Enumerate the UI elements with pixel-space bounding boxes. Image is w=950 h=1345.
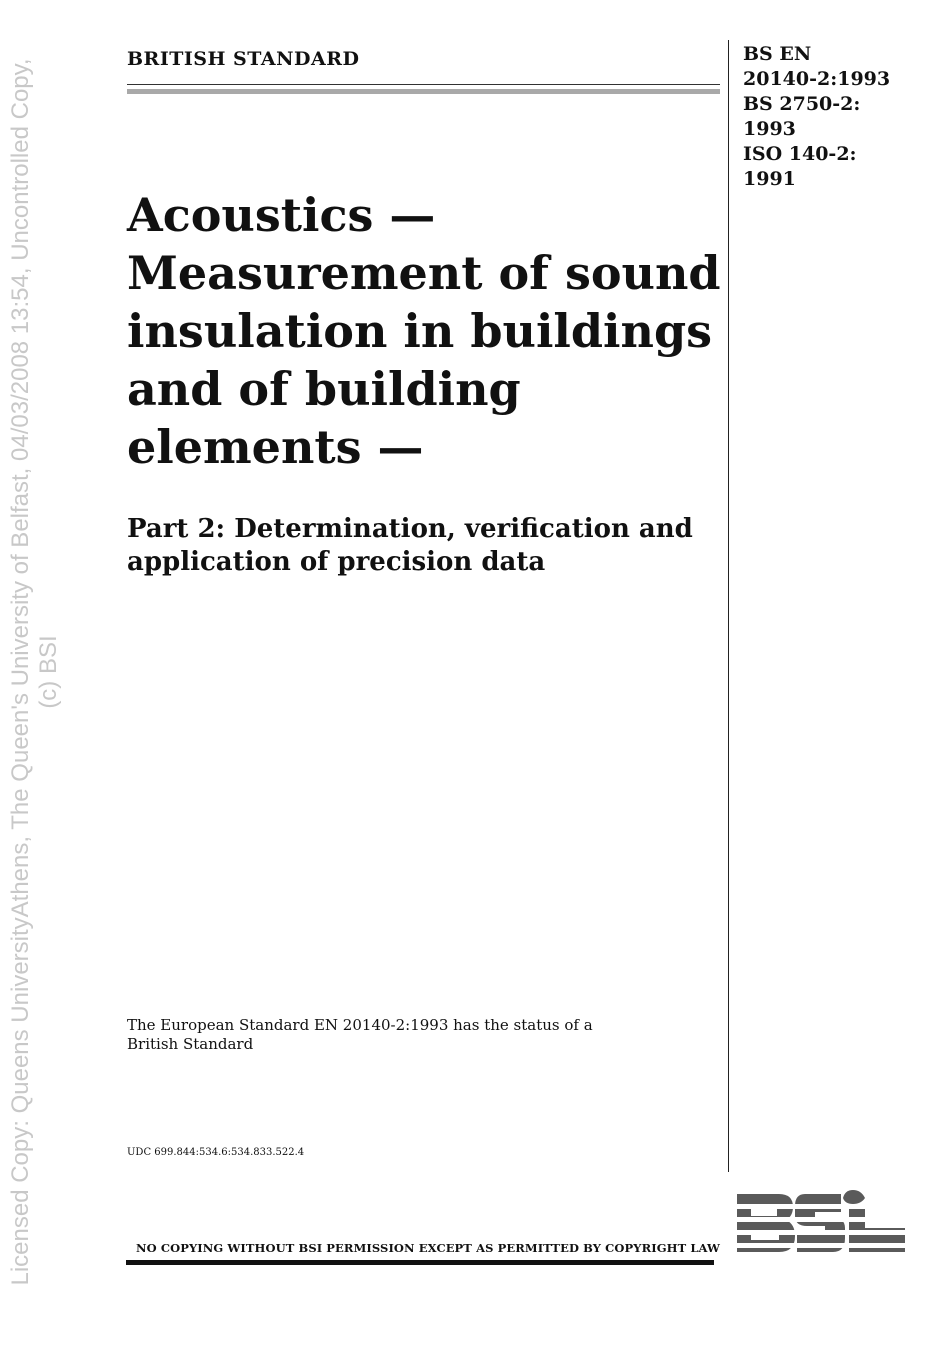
standard-references — [743, 42, 943, 192]
header-rule-grey — [127, 89, 720, 94]
licensed-copy-watermark — [0, 0, 70, 1345]
title-line: and of building — [127, 362, 521, 416]
status-line: British Standard — [127, 1035, 254, 1053]
subtitle-line: application of precision data — [127, 547, 546, 577]
status-statement — [127, 1016, 607, 1054]
reference-line: 1993 — [743, 118, 796, 140]
header-rule — [127, 84, 720, 85]
title-line: Acoustics — — [127, 188, 436, 242]
series-label: BRITISH STANDARD — [127, 48, 360, 70]
footer-rule — [126, 1260, 714, 1265]
status-line: The European Standard EN 20140-2:1993 has the status of a — [127, 1016, 593, 1034]
copyright-notice: NO COPYING WITHOUT BSI PERMISSION EXCEPT AS PERMITTED BY COPYRIGHT LAW — [136, 1241, 721, 1255]
document-subtitle — [127, 513, 727, 579]
title-line: insulation in buildings — [127, 304, 713, 358]
title-line: Measurement of sound — [127, 246, 721, 300]
title-line: elements — — [127, 420, 424, 474]
watermark-line-1: Licensed Copy: Queens UniversityAthens, The Queen's University of Belfast, 04/03/2008 13:54, Uncontrolled Copy, — [7, 58, 34, 1286]
watermark-line-2: (c) BSI — [35, 635, 62, 709]
bsi-logo-icon — [737, 1190, 907, 1256]
bsi-logo-text — [907, 1190, 908, 1191]
bsi-logo — [737, 1190, 907, 1260]
reference-line: ISO 140-2: — [743, 143, 857, 165]
margin-divider — [728, 40, 729, 1172]
udc-code: UDC 699.844:534.6:534.833.522.4 — [127, 1147, 305, 1158]
document-title — [127, 186, 727, 476]
reference-line: 1991 — [743, 168, 796, 190]
reference-line: BS 2750-2: — [743, 93, 861, 115]
reference-line: BS EN — [743, 43, 812, 65]
reference-line: 20140-2:1993 — [743, 68, 891, 90]
subtitle-line: Part 2: Determination, verification and — [127, 514, 693, 544]
